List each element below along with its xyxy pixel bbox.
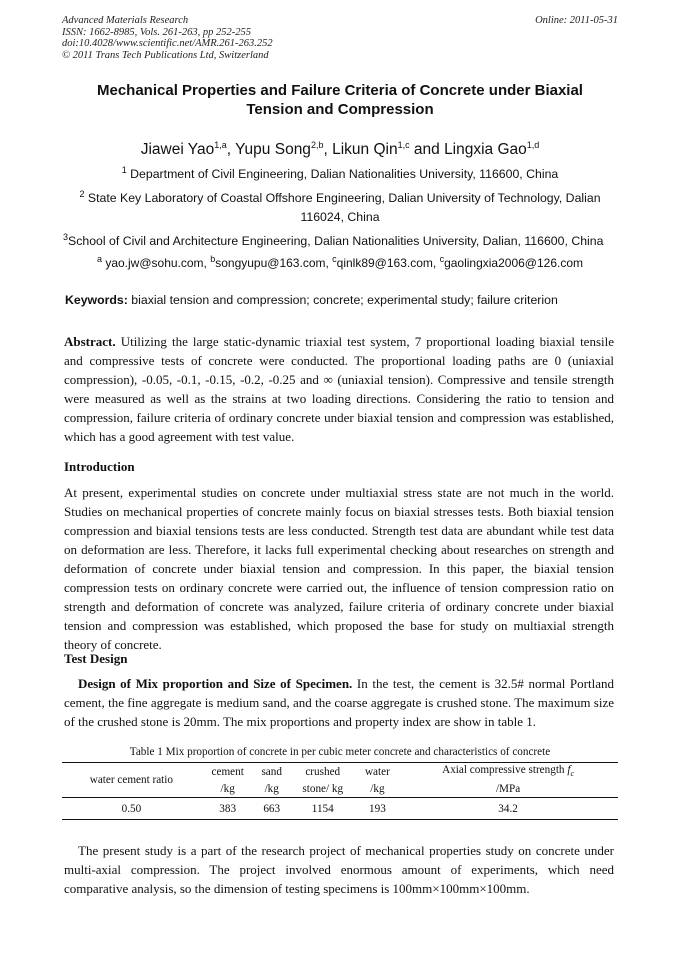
keywords — [65, 293, 621, 307]
abstract — [64, 332, 614, 446]
table-caption: Table 1 Mix proportion of concrete in per cubic meter concrete and characteristics of concrete — [129, 746, 551, 758]
author-sup: 1,a — [214, 139, 227, 150]
author-name: Lingxia Gao — [444, 141, 527, 158]
table-header-row — [62, 763, 618, 781]
abstract-text: Utilizing the large static-dynamic triaxial test system, 7 proportional loading biaxial tensile and compressive tests of concrete were conducted. The proportional loading paths are 0 (uniaxial compression), -0.05, -0.1, -0.15, -0.2, -0.25 and ∞ (uniaxial tension). Compressive and tensile strength were measured as well as the strains at two loading directions. Considering the ratio to tension and compression, failure criteria of ordinary concrete under biaxial tension and compression was established, which has a good agreement with test value. — [64, 334, 614, 444]
affiliation-sup: 2 — [79, 188, 85, 199]
email: gaolingxia2006@126.com — [444, 256, 584, 270]
table-header-cell: /kg — [255, 780, 289, 798]
table-cell: 193 — [357, 798, 398, 820]
affiliation-text: Department of Civil Engineering, Dalian Nationalities University, 116600, China — [130, 167, 559, 181]
author-emails — [62, 256, 618, 270]
table-cell: 383 — [201, 798, 255, 820]
journal-header — [62, 15, 618, 61]
table-header-cell: water cement ratio — [62, 763, 201, 798]
keywords-label: Keywords: — [65, 293, 128, 307]
affiliation-3 — [63, 232, 619, 251]
email-sup: a — [96, 254, 102, 264]
author-sup: 1,c — [397, 139, 410, 150]
author-sep: and — [409, 141, 445, 158]
abstract-label: Abstract. — [64, 334, 116, 349]
closing-paragraph: The present study is a part of the research project of mechanical properties study on concrete under multi-axial compression. The project involved enormous amount of experiments, which need comparative analysis, so the dimension of testing specimens is 100mm×100mm×100mm. — [64, 843, 614, 896]
introduction-heading: Introduction — [64, 459, 135, 474]
journal-name: Advanced Materials Research — [62, 15, 189, 26]
table-header-cell: stone/ kg — [289, 780, 357, 798]
affiliation-2 — [62, 189, 618, 227]
table-cell: 663 — [255, 798, 289, 820]
title-line-2: Tension and Compression — [246, 101, 434, 118]
table-cell: 1154 — [289, 798, 357, 820]
table-header-cell: /MPa — [398, 780, 618, 798]
table-row — [62, 798, 618, 820]
doi: doi:10.4028/www.scientific.net/AMR.261-263.252 — [62, 38, 273, 50]
affiliation-1 — [62, 165, 618, 184]
table-header-cell: /kg — [201, 780, 255, 798]
table-cell: 34.2 — [398, 798, 618, 820]
affiliation-text-cont: 116024, China — [300, 210, 380, 224]
table-cell: 0.50 — [62, 798, 201, 820]
strength-label: Axial compressive strength — [442, 764, 568, 777]
author-name: Yupu Song — [235, 141, 311, 158]
author-sup: 1,d — [526, 139, 540, 150]
strength-symbol: f — [567, 764, 571, 777]
copyright: © 2011 Trans Tech Publications Ltd, Switzerland — [62, 49, 269, 61]
affiliation-text: State Key Laboratory of Coastal Offshore Engineering, Dalian University of Technology, Dalian — [87, 191, 601, 205]
test-design-text — [64, 674, 614, 731]
email-sup: c — [332, 254, 337, 264]
email: qinlk89@163.com, — [336, 256, 440, 270]
strength-subscript: c — [570, 769, 574, 779]
introduction-text: At present, experimental studies on concrete under multiaxial stress state are not much in the world. Studies on mechanical properties of concrete mainly focus on biaxial stresses tests. Both biaxial tension compression and biaxial tensions tests are less conducted. Strength test data are abundant while test data on deformation are less. Therefore, it lacks full experimental checking about researches on strength and deformation of concrete under biaxial tension and compression. In this paper, the biaxial tension compression tests on ordinary concrete were carried out, the influence of tension compression ratio on strength and deformation of concrete was analyzed, failure criteria of ordinary concrete under biaxial tension and compression was established, which proposed the base for study on multiaxial strength theory of concrete. — [64, 485, 614, 652]
online-date: Online: 2011-05-31 — [535, 15, 618, 26]
paper-title — [62, 81, 618, 119]
affiliation-sup: 1 — [121, 164, 127, 175]
email-sup: b — [210, 254, 216, 264]
table-header-cell: water — [357, 763, 398, 781]
author-sup: 2,b — [310, 139, 324, 150]
table-header-cell: crushed — [289, 763, 357, 781]
table-header-cell-strength — [398, 763, 618, 781]
author-sep: , — [226, 141, 236, 158]
affiliation-text: School of Civil and Architecture Engineering, Dalian Nationalities University, Dalian, 116600, China — [68, 234, 604, 248]
keywords-text: biaxial tension and compression; concrete; experimental study; failure criterion — [127, 293, 558, 307]
issn: ISSN: 1662-8985, Vols. 261-263, pp 252-255 — [62, 26, 251, 38]
author-name: Likun Qin — [332, 141, 398, 158]
email: songyupu@163.com, — [215, 256, 333, 270]
table-header-cell: cement — [201, 763, 255, 781]
test-design-body: In the test, the cement is 32.5# normal Portland cement, the fine aggregate is medium sand, and the coarse aggregate is crushed stone. The maximum size of the crushed stone is 20mm. The mix proportions and property index are show in table 1. — [64, 676, 614, 729]
author-name: Jiawei Yao — [140, 141, 215, 158]
affiliation-sup: 3 — [63, 231, 69, 242]
test-design-heading: Test Design — [64, 651, 128, 666]
email: yao.jw@sohu.com, — [105, 256, 211, 270]
table-header-cell: sand — [255, 763, 289, 781]
email-sup: c — [439, 254, 445, 264]
author-list — [62, 141, 618, 159]
author-sep: , — [323, 141, 333, 158]
subsection-label: Design of Mix proportion and Size of Specimen. — [78, 676, 353, 691]
table-header-cell: /kg — [357, 780, 398, 798]
title-line-1: Mechanical Properties and Failure Criteria of Concrete under Biaxial — [97, 82, 583, 99]
mix-proportion-table — [62, 762, 618, 820]
